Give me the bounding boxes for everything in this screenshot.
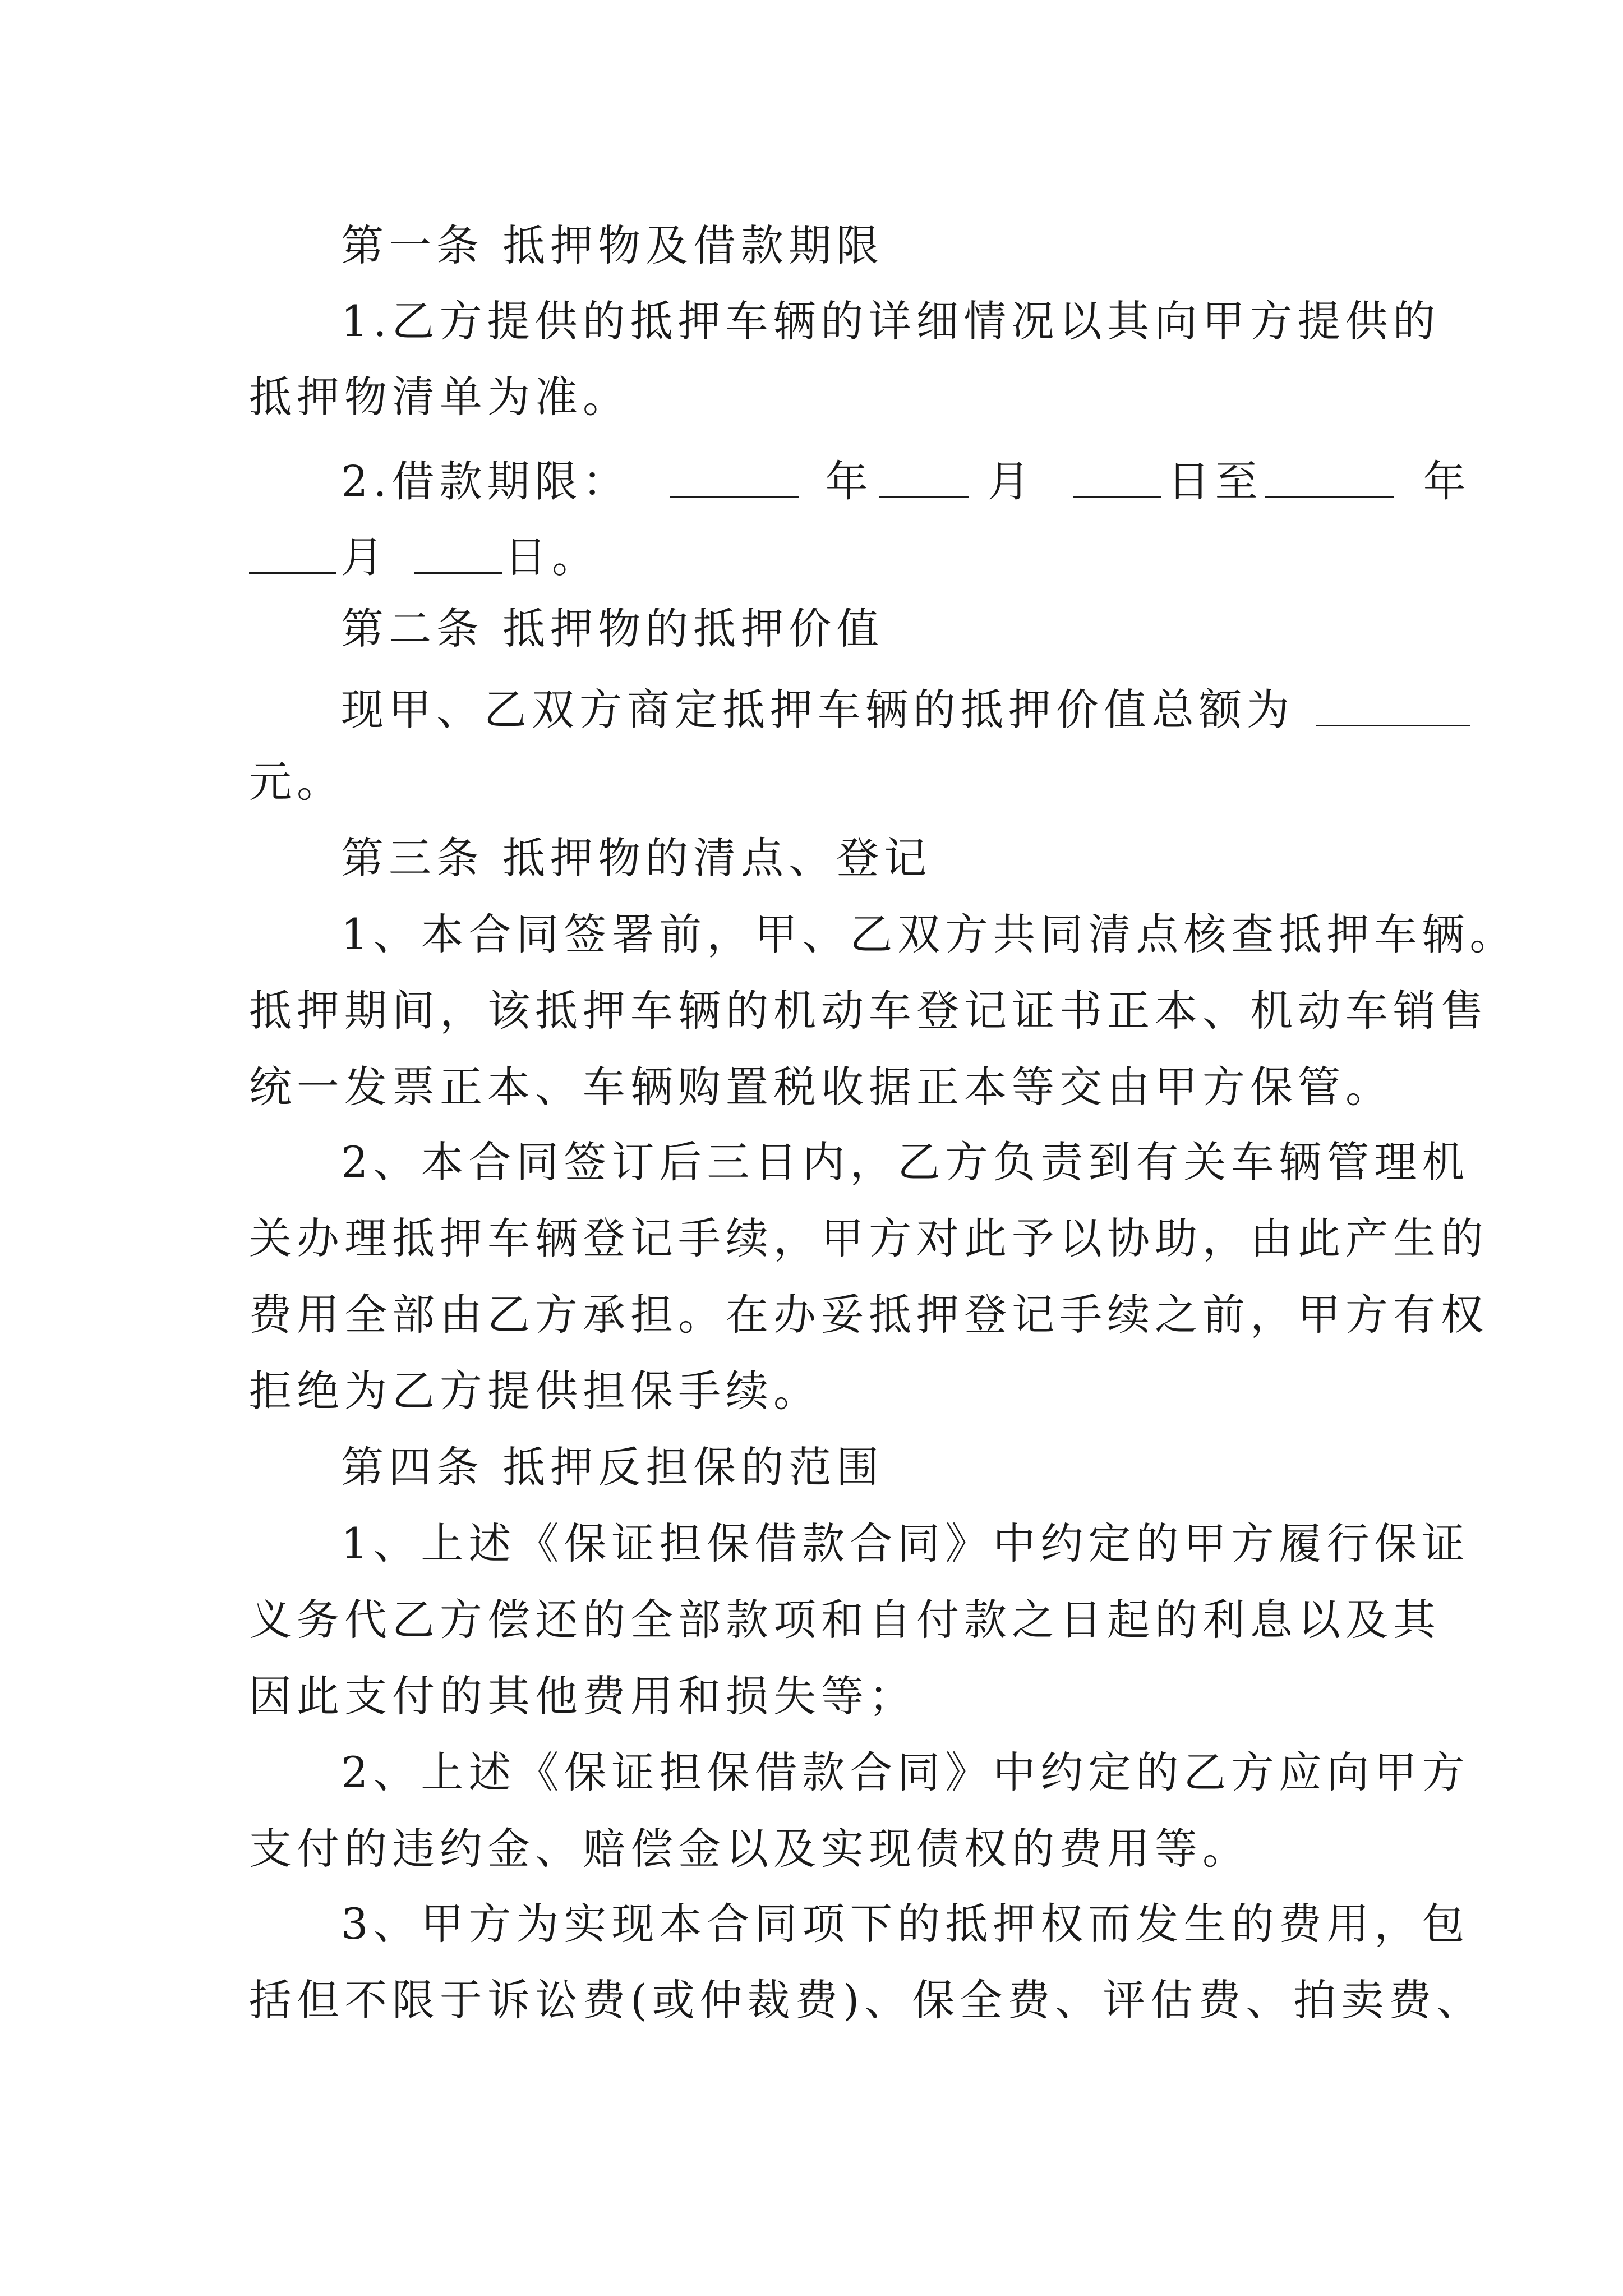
article-3-item-1-line-3: 统一发票正本、车辆购置税收据正本等交由甲方保管。 <box>249 1062 1393 1112</box>
end-day-unit: 日。 <box>504 532 600 582</box>
start-month-blank <box>879 456 969 498</box>
end-year-unit: 年 <box>1423 456 1471 507</box>
start-day-blank <box>1073 456 1161 498</box>
article-4-item-2-line-1: 2、上述《保证担保借款合同》中约定的乙方应向甲方 <box>341 1747 1470 1797</box>
start-year-blank <box>670 456 799 498</box>
article-1-item-1-line-2: 抵押物清单为准。 <box>249 372 630 422</box>
amount-blank <box>1316 684 1470 726</box>
article-1-item-1-line-1: 1.乙方提供的抵押车辆的详细情况以其向甲方提供的 <box>341 296 1441 346</box>
article-1-heading: 第一条 抵押物及借款期限 <box>341 220 884 270</box>
end-day-blank <box>414 532 502 574</box>
start-month-unit: 月 <box>987 456 1035 507</box>
end-year-blank <box>1265 456 1394 498</box>
article-4-item-3-line-2: 括但不限于诉讼费(或仲裁费)、保全费、评估费、拍卖费、 <box>249 1975 1484 2025</box>
article-3-item-1-line-2: 抵押期间，该抵押车辆的机动车登记证书正本、机动车销售 <box>249 986 1488 1036</box>
article-3-item-1-line-1: 1、本合同签署前，甲、乙双方共同清点核查抵押车辆。 <box>341 909 1518 959</box>
article-4-item-1-line-2: 义务代乙方偿还的全部款项和自付款之日起的利息以及其 <box>249 1595 1441 1645</box>
article-4-heading: 第四条 抵押反担保的范围 <box>341 1442 884 1492</box>
end-month-unit: 月 <box>341 532 389 582</box>
end-month-blank <box>249 532 336 574</box>
article-1-item-2-line-2 <box>249 532 600 582</box>
start-year-unit: 年 <box>825 456 873 507</box>
article-4-item-1-line-3: 因此支付的其他费用和损失等； <box>249 1671 916 1721</box>
article-2-heading: 第二条 抵押物的抵押价值 <box>341 604 884 654</box>
article-3-item-2-line-4: 拒绝为乙方提供担保手续。 <box>249 1366 821 1416</box>
article-3-item-2-line-1: 2、本合同签订后三日内，乙方负责到有关车辆管理机 <box>341 1137 1470 1187</box>
article-1-item-2-line-1 <box>341 456 1471 507</box>
article-4-item-3-line-1: 3、甲方为实现本合同项下的抵押权而发生的费用，包 <box>341 1899 1470 1949</box>
start-day-unit: 日至 <box>1167 456 1263 507</box>
article-2-text-line-1: 现甲、乙双方商定抵押车辆的抵押价值总额为 <box>341 684 1470 731</box>
article-4-item-2-line-2: 支付的违约金、赔偿金以及实现债权的费用等。 <box>249 1824 1250 1874</box>
loan-term-label: 2.借款期限： <box>341 456 630 507</box>
article-3-heading: 第三条 抵押物的清点、登记 <box>341 833 932 883</box>
article-4-item-1-line-1: 1、上述《保证担保借款合同》中约定的甲方履行保证 <box>341 1519 1470 1568</box>
article-2-text-line-2: 元。 <box>249 757 344 807</box>
article-3-item-2-line-2: 关办理抵押车辆登记手续，甲方对此予以协助，由此产生的 <box>249 1213 1488 1263</box>
article-3-item-2-line-3: 费用全部由乙方承担。在办妥抵押登记手续之前，甲方有权 <box>249 1290 1488 1340</box>
